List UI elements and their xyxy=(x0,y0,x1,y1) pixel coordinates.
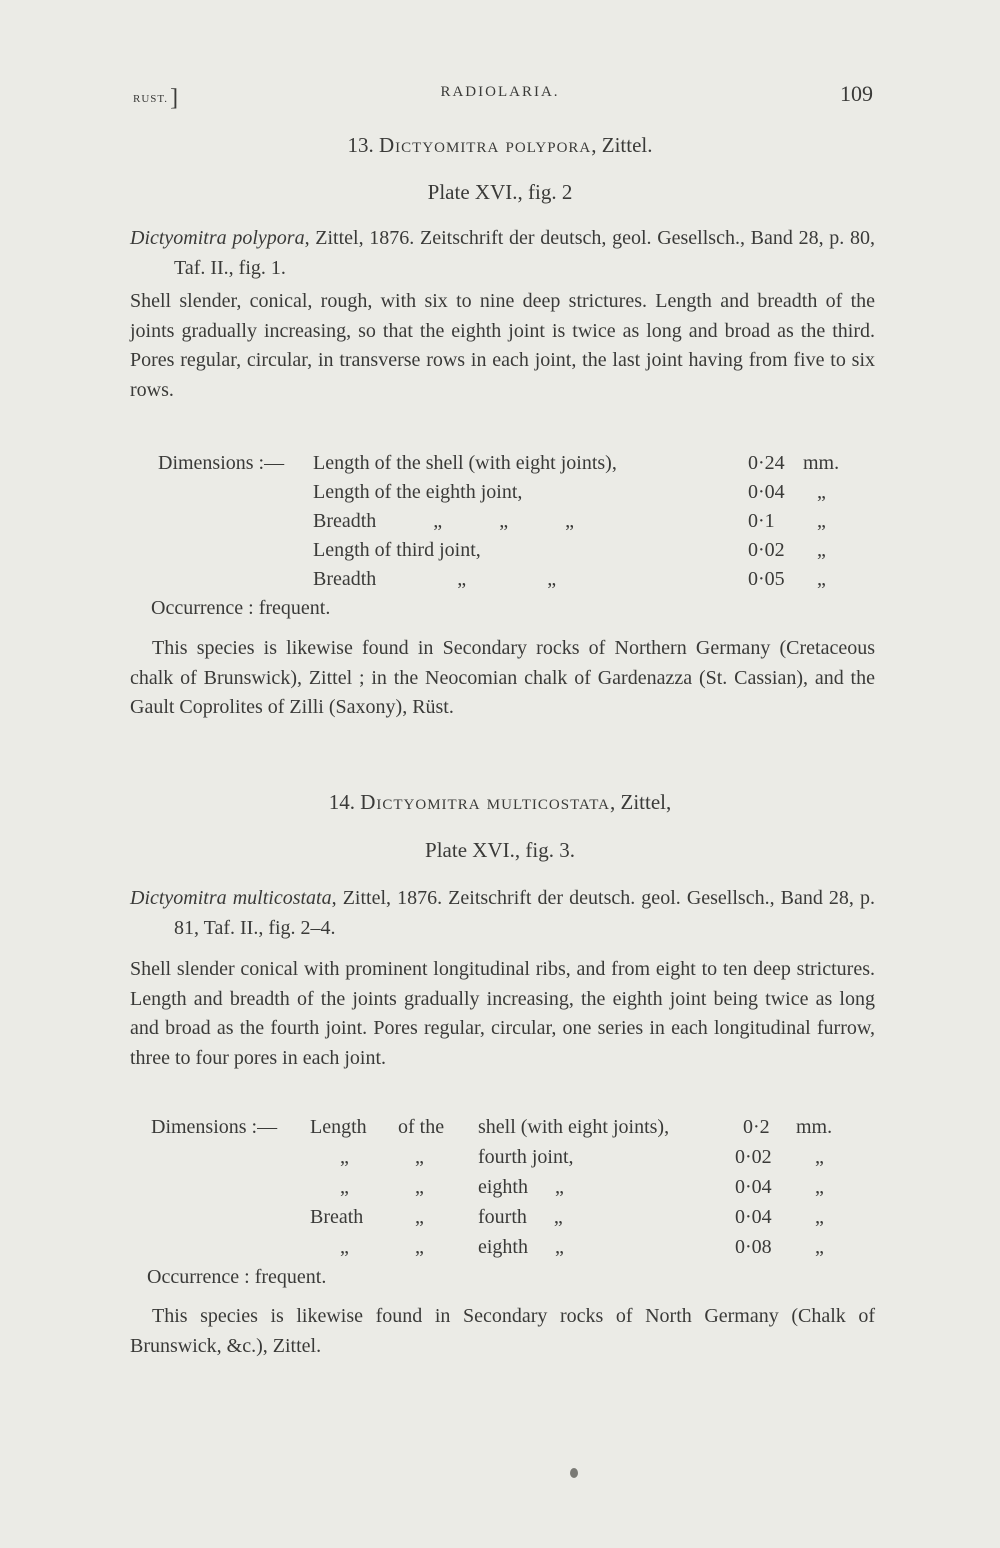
species-14-reference: Dictyomitra multicostata, Zittel, 1876. Zeitschrift der deutsch. geol. Gesellsch., Band 28, p. 81, Taf. II., fig. 2–4. xyxy=(130,887,876,939)
species-14-dim-value: 0·04 xyxy=(735,1206,772,1228)
page-number: 109 xyxy=(840,81,873,106)
species-13-description: Shell slender, conical, rough, with six to nine deep strictures. Length and breadth of the joints gradually increasing, so that the eighth joint is twice as long and broad as the third. Pores regular, circular, in transverse rows in each joint, the last joint having from five to six rows. xyxy=(130,290,875,401)
species-14-remarks: This species is likewise found in Secondary rocks of North Germany (Chalk of Brunswick, &c.), Zittel. xyxy=(130,1305,875,1357)
species-13-dim-label: Length of third joint, xyxy=(313,539,481,561)
species-13-dim-unit: „ xyxy=(817,481,826,503)
species-13-dim-unit: „ xyxy=(817,510,826,532)
species-13-dim-label: Length of the shell (with eight joints), xyxy=(313,452,617,474)
species-14-dim-value: 0·08 xyxy=(735,1236,772,1258)
species-14-dim-col2: „ xyxy=(415,1206,424,1228)
species-14-dim-col1: Length xyxy=(310,1116,367,1138)
species-13-dim-unit: „ xyxy=(817,568,826,590)
species-14-dim-col2: „ xyxy=(415,1146,424,1168)
species-14-dim-col2: „ xyxy=(415,1236,424,1258)
species-14-plate: Plate XVI., fig. 3. xyxy=(425,838,575,862)
species-13-dim-value: 0·04 xyxy=(748,481,785,503)
species-14-dim-col3: eighth „ xyxy=(478,1236,564,1258)
species-14-dim-value: 0·02 xyxy=(735,1146,772,1168)
species-14-dim-col2: of the xyxy=(398,1116,445,1138)
species-14-dim-value: 0·04 xyxy=(735,1176,772,1198)
species-13-occurrence: Occurrence : frequent. xyxy=(151,597,331,619)
species-13-dim-unit: mm. xyxy=(803,452,840,474)
species-14-dim-unit: mm. xyxy=(796,1116,833,1138)
species-14-dim-col3: fourth joint, xyxy=(478,1146,574,1168)
species-13-dim-unit: „ xyxy=(817,539,826,561)
species-13-dim-value: 0·05 xyxy=(748,568,785,590)
species-13-dim-value: 0·1 xyxy=(748,510,775,532)
running-head-title: RADIOLARIA. xyxy=(440,84,560,100)
species-13-dim-label: Breadth „ „ „ xyxy=(313,510,574,532)
species-13-dims-label: Dimensions :— xyxy=(158,452,285,474)
species-14-dims-label: Dimensions :— xyxy=(151,1116,278,1138)
species-14-dim-unit: „ xyxy=(815,1176,824,1198)
species-14-dim-col1: Breath xyxy=(310,1206,364,1228)
species-14-dim-unit: „ xyxy=(815,1146,824,1168)
species-14-dim-col3: eighth „ xyxy=(478,1176,564,1198)
running-head-author: RUST.] xyxy=(133,85,180,111)
species-14-dim-value: 0·2 xyxy=(743,1116,770,1138)
species-13-remarks: This species is likewise found in Secondary rocks of Northern Germany (Cretaceous chalk of Brunswick), Zittel ; in the Neocomian chalk of Gardenazza (St. Cassian), and the Gault Coprolites of Zilli (Saxony), Rüst. xyxy=(130,637,875,718)
species-14-dim-col2: „ xyxy=(415,1176,424,1198)
species-14-dim-col1: „ xyxy=(340,1146,349,1168)
species-14-dim-col3: fourth „ xyxy=(478,1206,563,1228)
species-13-reference: Dictyomitra polypora, Zittel, 1876. Zeitschrift der deutsch, geol. Gesellsch., Band 28, p. 80, Taf. II., fig. 1. xyxy=(130,227,875,279)
species-13-dim-label: Length of the eighth joint, xyxy=(313,481,523,503)
species-14-dim-unit: „ xyxy=(815,1206,824,1228)
species-14-occurrence: Occurrence : frequent. xyxy=(147,1266,327,1288)
species-14-description: Shell slender conical with prominent longitudinal ribs, and from eight to ten deep strictures. Length and breadth of the joints gradually increasing, the eighth joint being twice as long and broad as the fourth joint. Pores regular, circular, one series in each longitudinal furrow, three to four pores in each joint. xyxy=(130,958,875,1069)
species-13-dim-value: 0·24 xyxy=(748,452,785,474)
species-14-dim-unit: „ xyxy=(815,1236,824,1258)
species-13-dim-label: Breadth „ „ xyxy=(313,568,557,590)
ink-speck xyxy=(570,1468,578,1478)
species-14-heading: 14. Dictyomitra multicostata, Zittel, xyxy=(328,790,672,814)
species-13-heading: 13. Dictyomitra polypora, Zittel. xyxy=(347,133,653,157)
species-13-dim-value: 0·02 xyxy=(748,539,785,561)
species-14-dim-col3: shell (with eight joints), xyxy=(478,1116,670,1138)
species-14-dim-col1: „ xyxy=(340,1236,349,1258)
species-14-dim-col1: „ xyxy=(340,1176,349,1198)
species-13-plate: Plate XVI., fig. 2 xyxy=(427,180,573,204)
